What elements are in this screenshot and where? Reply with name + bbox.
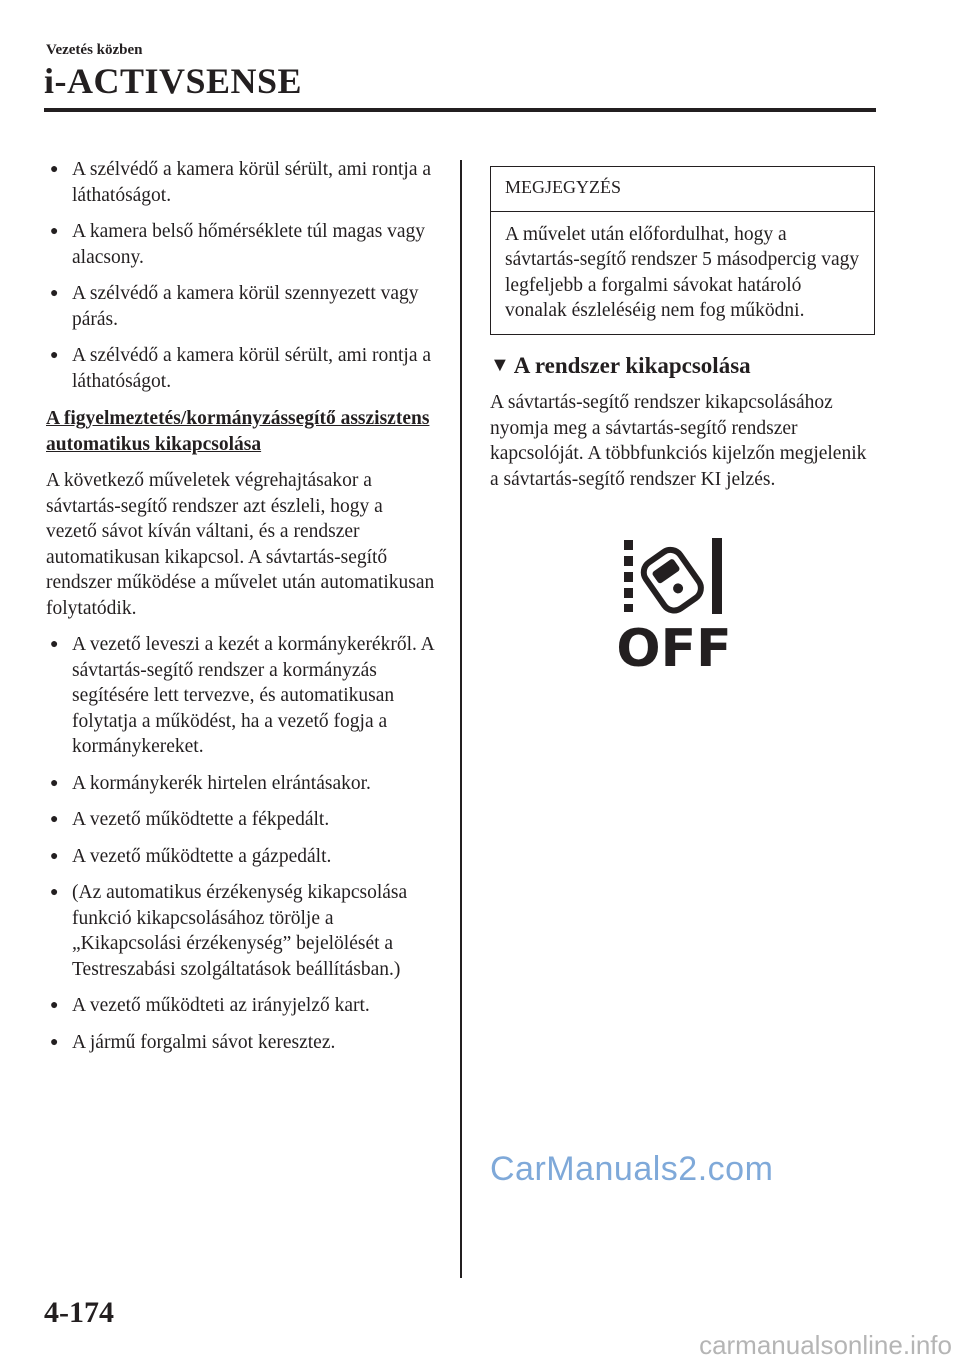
bullet-icon: ● (50, 637, 59, 652)
note-body: A művelet után előfordulhat, hogy a sávtartás-segítő rendszer 5 másodpercig vagy legfeljebb a forgalmi sávokat határoló vonalak észleléséig nem fog működni. (505, 223, 860, 321)
bullet-icon: ● (50, 885, 59, 900)
chapter-title: i-ACTIVSENSE (44, 61, 303, 101)
page-number: 4-174 (44, 1296, 114, 1329)
list-item: ● A kormánykerék hirtelen elrántásakor. (46, 771, 438, 797)
bullet-icon: ● (50, 848, 59, 864)
section-label: Vezetés közben (46, 42, 143, 58)
list-item: ● A vezető működtette a gázpedált. (46, 844, 438, 870)
right-column (490, 166, 875, 670)
list-item: ● A kamera belső hőmérséklete túl magas vagy alacsony. (50, 221, 426, 268)
subheading: A figyelmeztetés/kormányzássegítő asszisztens automatikus kikapcsolása (46, 408, 430, 455)
list-item: ● A vezető leveszi a kezét a kormánykerékről. A sávtartás-segítő rendszer a kormányzás segítésére lett tervezve, és automatikusan folytatja a működést, ha a vezető fogja a kormánykereket. (50, 634, 434, 757)
list-item: ● A szélvédő a kamera körül sérült, ami rontja a láthatóságot. (50, 345, 431, 392)
watermark-footer: carmanualsonline.info (699, 1330, 952, 1360)
bullet-list-top (46, 157, 438, 394)
note-heading: MEGJEGYZÉS (491, 167, 874, 212)
column-divider (460, 160, 462, 1278)
section-heading-text: A rendszer kikapcsolása (513, 352, 751, 378)
list-item: ● A vezető működtette a fékpedált. (46, 807, 438, 833)
off-label: OFF (616, 619, 732, 670)
left-column (46, 157, 438, 1066)
bullet-icon: ● (50, 286, 59, 301)
title-rule (44, 108, 876, 112)
bullet-list-bottom (46, 632, 438, 1055)
paragraph: A következő műveletek végrehajtásakor a sávtartás-segítő rendszer azt észleli, hogy a vezető sávot kíván váltani, és a rendszer automatikusan kikapcsol. A sávtartás-segítő rendszer működése a művelet után automatikusan folytatódik. (46, 470, 435, 619)
bullet-icon: ● (50, 812, 59, 827)
bullet-icon: ● (50, 775, 59, 791)
list-item: ● A szélvédő a kamera körül sérült, ami rontja a láthatóságot. (50, 159, 431, 206)
triangle-down-icon: ▼ (490, 353, 510, 376)
bullet-icon: ● (50, 1034, 59, 1050)
list-item: ● A szélvédő a kamera körül szennyezett vagy párás. (50, 283, 419, 330)
section-heading (490, 353, 875, 379)
bullet-icon: ● (50, 348, 59, 363)
note-box (490, 166, 875, 335)
list-item: ● A vezető működteti az irányjelző kart. (46, 993, 438, 1019)
bullet-icon: ● (50, 998, 59, 1013)
bullet-icon: ● (50, 224, 59, 239)
watermark-logo: CarManuals2.com (490, 1150, 774, 1188)
paragraph: A sávtartás-segítő rendszer kikapcsolásához nyomja meg a sávtartás-segítő rendszer kapcsolóját. A többfunkciós kijelzőn megjelenik a sávtartás-segítő rendszer KI jelzés. (490, 392, 867, 490)
list-item: ● (Az automatikus érzékenység kikapcsolása funkció kikapcsolásához törölje a „Kikapcsolási érzékenység” bejelölését a Testreszabási szolgáltatások beállításban.) (50, 882, 408, 980)
list-item: ● A jármű forgalmi sávot keresztez. (46, 1030, 438, 1056)
bullet-icon: ● (50, 162, 59, 177)
lane-keep-assist-off-icon (614, 532, 734, 670)
